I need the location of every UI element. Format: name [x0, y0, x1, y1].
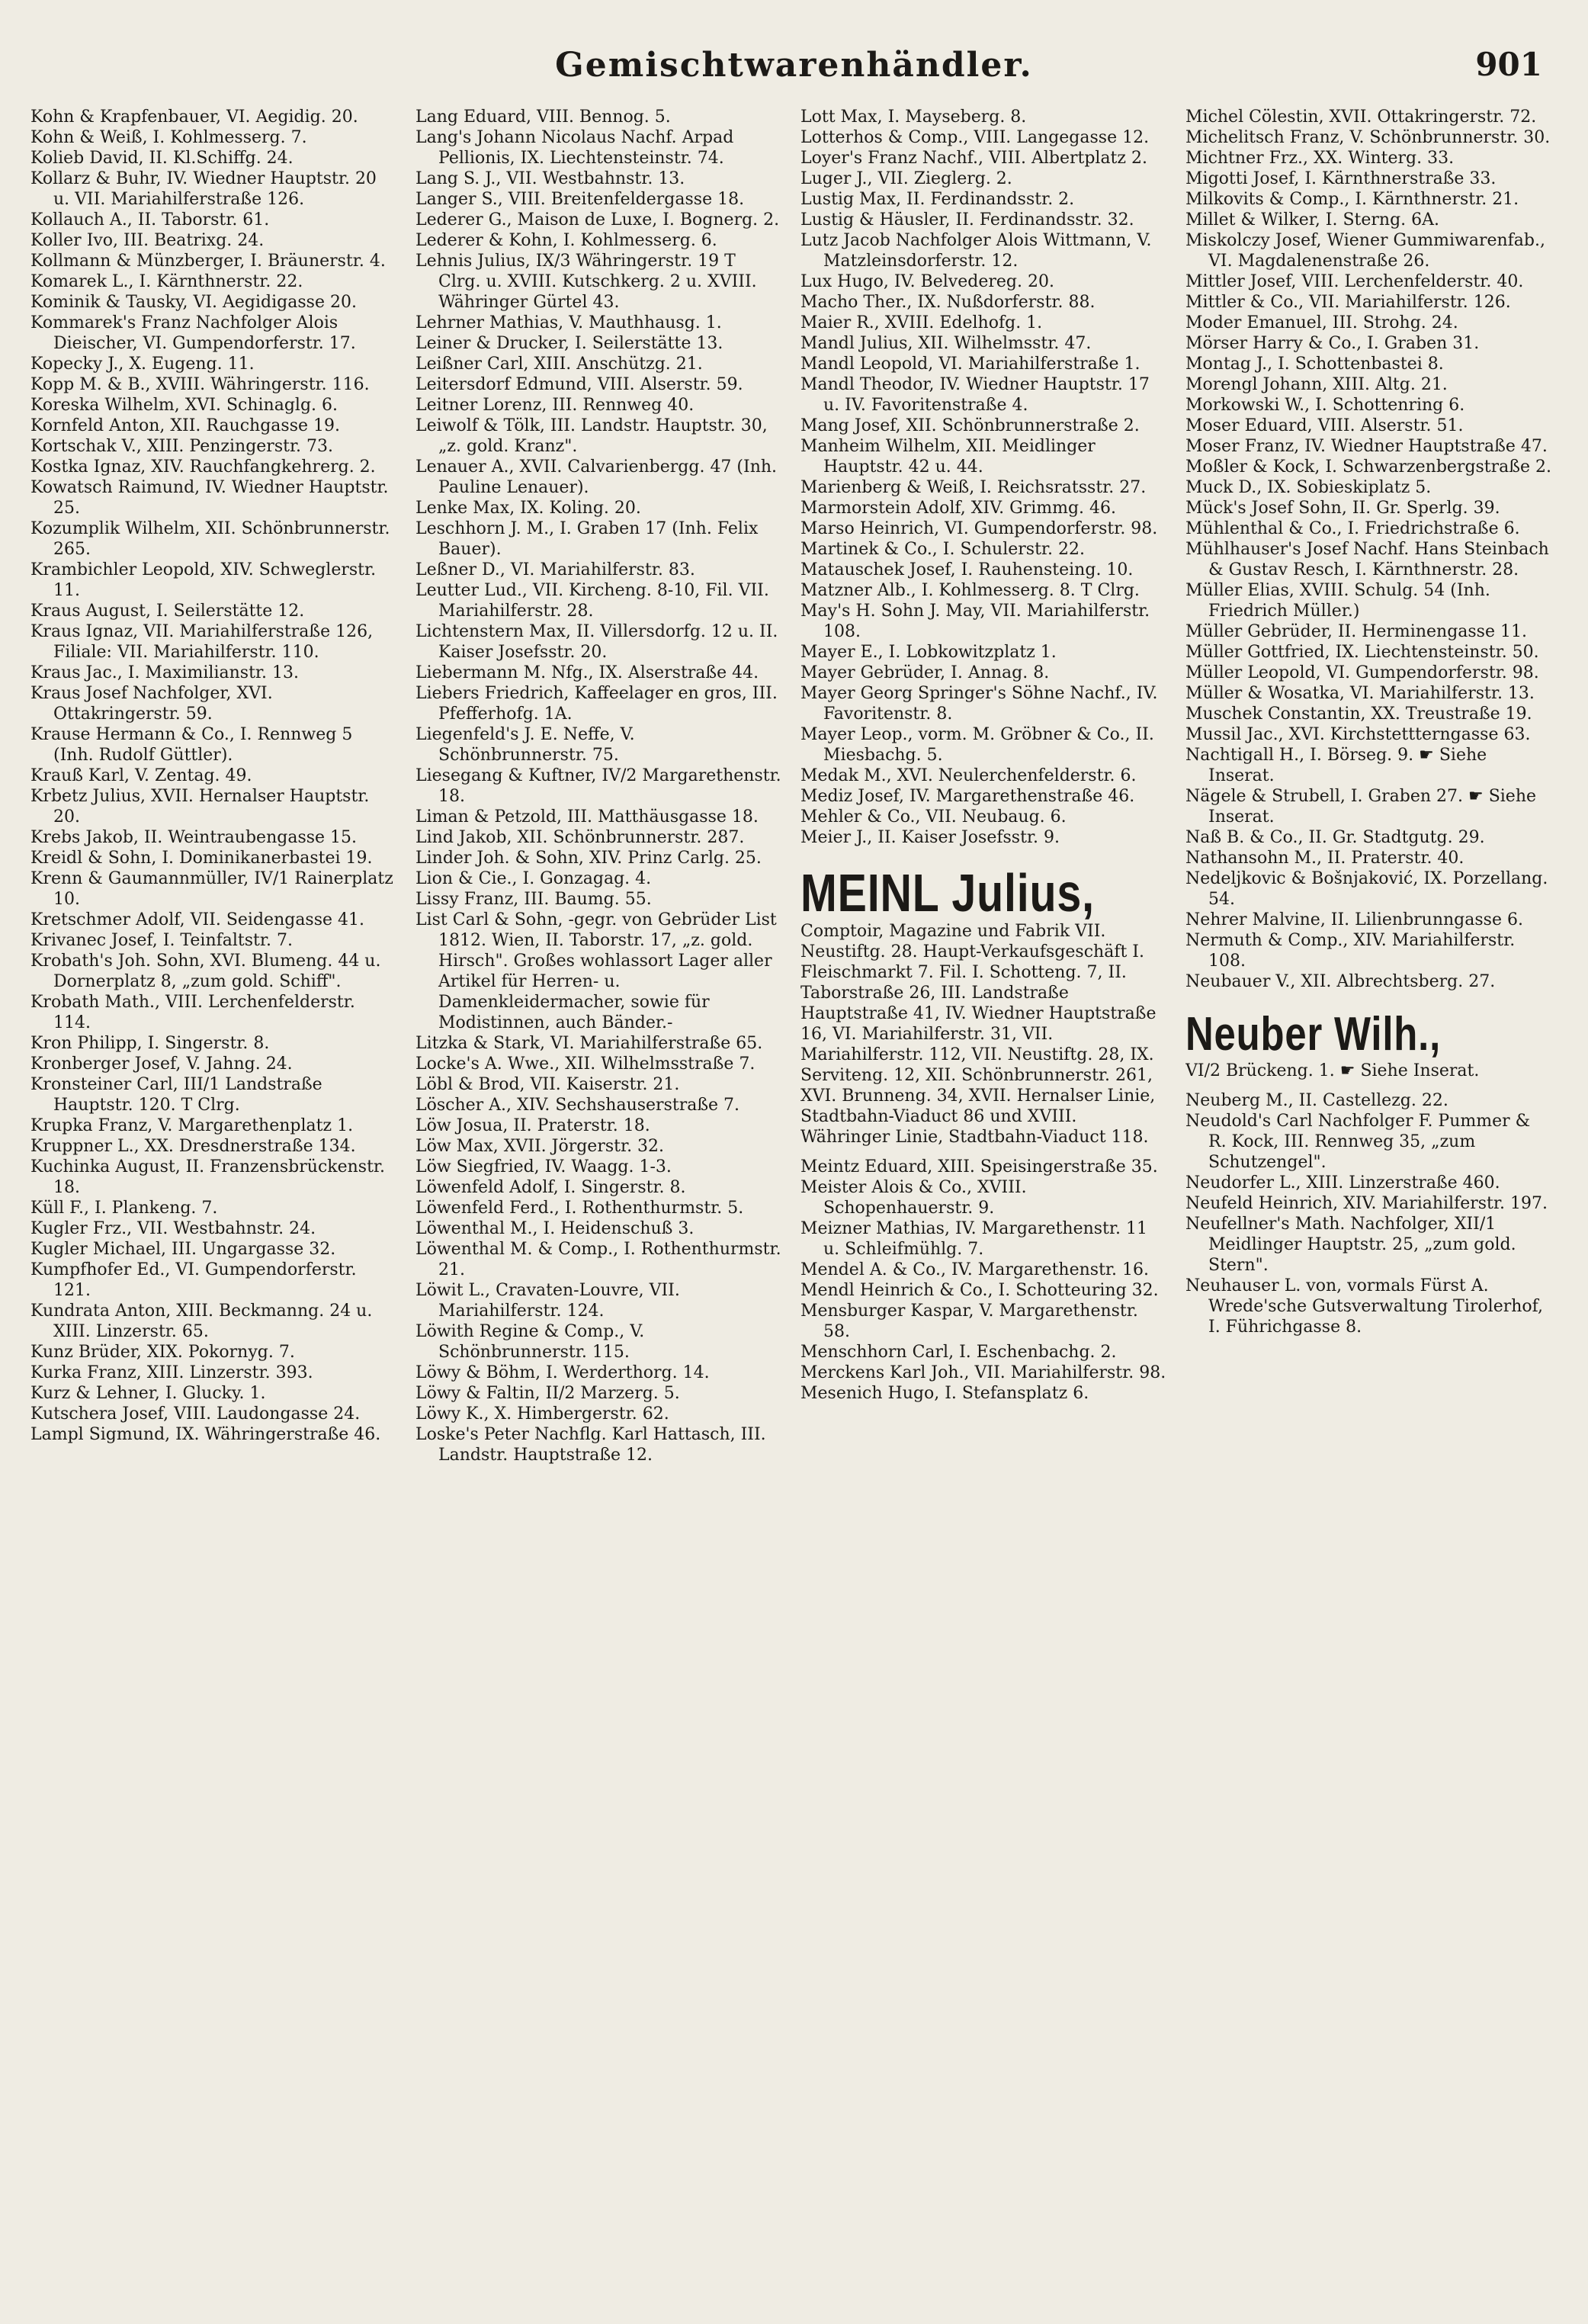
directory-entry: Martinek & Co., I. Schulerstr. 22.	[800, 540, 1085, 559]
directory-entry: Morkowski W., I. Schottenring 6.	[1185, 396, 1465, 415]
directory-entry: Moder Emanuel, III. Strohg. 24.	[1185, 313, 1458, 332]
directory-entry: Mühlhauser's Josef Nachf. Hans Steinbach & Gustav Resch, I. Kärnthnerstr. 28.	[1185, 540, 1549, 579]
directory-entry: Mehler & Co., VII. Neubaug. 6.	[800, 807, 1067, 827]
directory-entry: Kollauch A., II. Taborstr. 61.	[30, 210, 270, 230]
directory-entry: Kuchinka August, II. Franzensbrückenstr. 18.	[30, 1157, 386, 1197]
directory-entry: Litzka & Stark, VI. Mariahilferstraße 65.	[415, 1034, 763, 1053]
directory-entry: Michelitsch Franz, V. Schönbrunnerstr. 30.	[1185, 128, 1551, 147]
directory-entry: Lang Eduard, VIII. Bennog. 5.	[415, 108, 671, 127]
directory-entry: Löwenfeld Adolf, I. Singerstr. 8.	[415, 1178, 686, 1197]
directory-entry: Kutschera Josef, VIII. Laudongasse 24.	[30, 1404, 361, 1424]
column-2	[415, 107, 781, 2303]
directory-entry: Krause Hermann & Co., I. Rennweg 5 (Inh. Rudolf Güttler).	[30, 725, 353, 765]
directory-entry: Krobath's Joh. Sohn, XVI. Blumeng. 44 u. Dornerplatz 8, „zum gold. Schiff".	[30, 952, 381, 991]
directory-entry: Koreska Wilhelm, XVI. Schinaglg. 6.	[30, 396, 338, 415]
directory-entry: Meizner Mathias, IV. Margarethenstr. 11 u. Schleifmühlg. 7.	[800, 1219, 1147, 1259]
directory-entry: Kohn & Weiß, I. Kohlmesserg. 7.	[30, 128, 307, 147]
directory-entry: Luger J., VII. Zieglerg. 2.	[800, 169, 1012, 188]
directory-entry: Koller Ivo, III. Beatrixg. 24.	[30, 231, 265, 250]
directory-entry: Merckens Karl Joh., VII. Mariahilferstr. 98.	[800, 1363, 1166, 1382]
directory-entry: Loske's Peter Nachflg. Karl Hattasch, III. Landstr. Hauptstraße 12.	[415, 1425, 766, 1465]
page-title: Gemischtwarenhändler.	[555, 46, 1033, 85]
directory-entry: Kozumplik Wilhelm, XII. Schönbrunnerstr. 265.	[30, 519, 390, 559]
directory-entry: Kretschmer Adolf, VII. Seidengasse 41.	[30, 910, 365, 929]
directory-entry: Kugler Michael, III. Ungargasse 32.	[30, 1240, 336, 1259]
directory-entry: Leitner Lorenz, III. Rennweg 40.	[415, 396, 695, 415]
advertisement-text: VI/2 Brückeng. 1. ☛ Siehe Inserat.	[1185, 1061, 1480, 1080]
directory-entry: Lenke Max, IX. Koling. 20.	[415, 499, 641, 518]
directory-entry: Matauschek Josef, I. Rauhensteing. 10.	[800, 560, 1134, 579]
column-4	[1185, 107, 1551, 2303]
directory-entry: Muschek Constantin, XX. Treustraße 19.	[1185, 705, 1532, 724]
directory-entry: Lang S. J., VII. Westbahnstr. 13.	[415, 169, 685, 188]
directory-entry: Mörser Harry & Co., I. Graben 31.	[1185, 334, 1480, 353]
directory-entry: Lion & Cie., I. Gonzagag. 4.	[415, 869, 652, 888]
advertisement-name: MEINL Julius,	[800, 863, 1095, 923]
directory-entry: Kominik & Tausky, VI. Aegidigasse 20.	[30, 293, 357, 312]
directory-entry: Muck D., IX. Sobieskiplatz 5.	[1185, 478, 1432, 497]
directory-entry: Leiwolf & Tölk, III. Landstr. Hauptstr. 30, „z. gold. Kranz".	[415, 416, 768, 456]
directory-entry: Kollarz & Buhr, IV. Wiedner Hauptstr. 20 u. VII. Mariahilferstraße 126.	[30, 169, 377, 209]
directory-entry: Lampl Sigmund, IX. Währingerstraße 46.	[30, 1425, 381, 1444]
directory-entry: Liebers Friedrich, Kaffeelager en gros, III. Pfefferhofg. 1A.	[415, 684, 778, 724]
directory-entry: Krivanec Josef, I. Teinfaltstr. 7.	[30, 931, 293, 950]
directory-entry: Mendl Heinrich & Co., I. Schotteuring 32.	[800, 1281, 1159, 1300]
directory-entry: Michel Cölestin, XVII. Ottakringerstr. 72.	[1185, 108, 1537, 127]
directory-entry: Marso Heinrich, VI. Gumpendorferstr. 98.	[800, 519, 1158, 538]
directory-entry: Naß B. & Co., II. Gr. Stadtgutg. 29.	[1185, 828, 1485, 847]
directory-entry: Lehrner Mathias, V. Mauthhausg. 1.	[415, 313, 722, 332]
directory-entry: Moser Eduard, VIII. Alserstr. 51.	[1185, 416, 1464, 435]
directory-entry: Krupka Franz, V. Margarethenplatz 1.	[30, 1116, 354, 1135]
directory-entry: Kugler Frz., VII. Westbahnstr. 24.	[30, 1219, 316, 1238]
directory-entry: Kraus Jac., I. Maximilianstr. 13.	[30, 663, 299, 682]
directory-entry: Locke's A. Wwe., XII. Wilhelmsstraße 7.	[415, 1054, 756, 1074]
directory-entry: Löscher A., XIV. Sechshauserstraße 7.	[415, 1096, 740, 1115]
directory-entry: Kraus Ignaz, VII. Mariahilferstraße 126, Filiale: VII. Mariahilferstr. 110.	[30, 622, 374, 662]
directory-entry: Kowatsch Raimund, IV. Wiedner Hauptstr. 25.	[30, 478, 389, 518]
directory-entry: Miskolczy Josef, Wiener Gummiwarenfab., VI. Magdalenenstraße 26.	[1185, 231, 1545, 271]
directory-entry: Mediz Josef, IV. Margarethenstraße 46.	[800, 787, 1135, 806]
directory-entry: Liegenfeld's J. E. Neffe, V. Schönbrunnerstr. 75.	[415, 725, 635, 765]
directory-entry: Lustig & Häusler, II. Ferdinandsstr. 32.	[800, 210, 1134, 230]
column-1	[30, 107, 396, 2303]
directory-entry: Löwy & Böhm, I. Werderthorg. 14.	[415, 1363, 710, 1382]
advertisement-text: Comptoir, Magazine und Fabrik VII. Neustiftg. 28. Haupt-Verkaufsgeschäft I. Fleischmarkt 7. Fil. I. Schotteng. 7, II. Taborstraße 26, III. Landstraße Hauptstraße 41, IV. Wiedner Hauptstraße 16, VI. Mariahilferstr. 31, VII. Mariahilferstr. 112, VII. Neustiftg. 28, IX. Serviteng. 12, XII. Schönbrunnerstr. 261, XVI. Brunneng. 34, XVII. Hernalser Linie, Stadtbahn-Viaduct 86 und XVIII. Währinger Linie, Stadtbahn-Viaduct 118.	[800, 922, 1157, 1147]
directory-entry: Nachtigall H., I. Börseg. 9. ☛ Siehe Inserat.	[1185, 746, 1487, 785]
directory-entry: Kopp M. & B., XVIII. Währingerstr. 116.	[30, 375, 370, 394]
advertisement	[1185, 1009, 1551, 1081]
directory-entry: Mayer Leop., vorm. M. Gröbner & Co., II. Miesbachg. 5.	[800, 725, 1154, 765]
directory-entry: Löw Josua, II. Praterstr. 18.	[415, 1116, 650, 1135]
directory-entry: Lang's Johann Nicolaus Nachf. Arpad Pellionis, IX. Liechtensteinstr. 74.	[415, 128, 734, 168]
directory-entry: Liman & Petzold, III. Matthäusgasse 18.	[415, 807, 759, 827]
directory-entry: Meister Alois & Co., XVIII. Schopenhauerstr. 9.	[800, 1178, 1027, 1218]
directory-entry: Krenn & Gaumannmüller, IV/1 Rainerplatz 10.	[30, 869, 393, 909]
directory-entry: Morengl Johann, XIII. Altg. 21.	[1185, 375, 1448, 394]
directory-entry: Langer S., VIII. Breitenfeldergasse 18.	[415, 190, 745, 209]
directory-entry: Marmorstein Adolf, XIV. Grimmg. 46.	[800, 499, 1117, 518]
directory-entry: Krobath Math., VIII. Lerchenfelderstr. 114.	[30, 993, 355, 1032]
directory-entry: Küll F., I. Plankeng. 7.	[30, 1199, 218, 1218]
directory-entry: Kron Philipp, I. Singerstr. 8.	[30, 1034, 270, 1053]
directory-entry: Löwenthal M. & Comp., I. Rothenthurmstr. 21.	[415, 1240, 781, 1279]
directory-entry: Lehnis Julius, IX/3 Währingerstr. 19 T Clrg. u. XVIII. Kutschkerg. 2 u. XVIII. Währinger Gürtel 43.	[415, 252, 757, 312]
directory-entry: Leiner & Drucker, I. Seilerstätte 13.	[415, 334, 723, 353]
directory-entry: Moßler & Kock, I. Schwarzenbergstraße 2.	[1185, 457, 1551, 477]
directory-entry: Macho Ther., IX. Nußdorferstr. 88.	[800, 293, 1096, 312]
directory-entry: Leßner D., VI. Mariahilferstr. 83.	[415, 560, 695, 579]
directory-entry: Krambichler Leopold, XIV. Schweglerstr. 11.	[30, 560, 377, 600]
directory-entry: Kumpfhofer Ed., VI. Gumpendorferstr. 121.	[30, 1260, 357, 1300]
directory-entry: List Carl & Sohn, -gegr. von Gebrüder List 1812. Wien, II. Taborstr. 17, „z. gold. Hirsch". Großes wohlassort Lager aller Artikel für Herren- u. Damenkleidermacher, sowie für Modistinnen, auch Bänder.-	[415, 910, 777, 1032]
column-3	[800, 107, 1166, 2303]
directory-entry: Michtner Frz., XX. Winterg. 33.	[1185, 149, 1455, 168]
directory-entry: Mittler & Co., VII. Mariahilferstr. 126.	[1185, 293, 1511, 312]
directory-entry: Meier J., II. Kaiser Josefsstr. 9.	[800, 828, 1060, 847]
directory-entry: Lichtenstern Max, II. Villersdorfg. 12 u. II. Kaiser Josefsstr. 20.	[415, 622, 778, 662]
directory-entry: Nedeljkovic & Bošnjaković, IX. Porzellang. 54.	[1185, 869, 1548, 909]
directory-entry: Lux Hugo, IV. Belvedereg. 20.	[800, 272, 1054, 291]
directory-entry: Kunz Brüder, XIX. Pokornyg. 7.	[30, 1343, 295, 1362]
directory-entry: Löw Max, XVII. Jörgerstr. 32.	[415, 1137, 665, 1156]
advertisement-name: Neuber Wilh.,	[1185, 1008, 1442, 1061]
directory-entry: Müller Gebrüder, II. Herminengasse 11.	[1185, 622, 1527, 641]
directory-entry: Neuhauser L. von, vormals Fürst A. Wrede'sche Gutsverwaltung Tirolerhof, I. Führichgasse 8.	[1185, 1276, 1543, 1337]
directory-entry: Neufellner's Math. Nachfolger, XII/1 Meidlinger Hauptstr. 25, „zum gold. Stern".	[1185, 1215, 1516, 1275]
directory-entry: Mayer Gebrüder, I. Annag. 8.	[800, 663, 1050, 682]
directory-entry: Mittler Josef, VIII. Lerchenfelderstr. 40.	[1185, 272, 1524, 291]
directory-entry: Lotterhos & Comp., VIII. Langegasse 12.	[800, 128, 1150, 147]
directory-entry: Neufeld Heinrich, XIV. Mariahilferstr. 197.	[1185, 1194, 1548, 1213]
directory-entry: Komarek L., I. Kärnthnerstr. 22.	[30, 272, 303, 291]
directory-entry: Lind Jakob, XII. Schönbrunnerstr. 287.	[415, 828, 745, 847]
directory-entry: Kronsteiner Carl, III/1 Landstraße Hauptstr. 120. T Clrg.	[30, 1075, 322, 1115]
directory-entry: May's H. Sohn J. May, VII. Mariahilferstr. 108.	[800, 602, 1150, 641]
directory-entry: Nathansohn M., II. Praterstr. 40.	[1185, 849, 1464, 868]
directory-entry: Kohn & Krapfenbauer, VI. Aegidig. 20.	[30, 108, 358, 127]
directory-entry: Lott Max, I. Mayseberg. 8.	[800, 108, 1027, 127]
directory-entry: Mendel A. & Co., IV. Margarethenstr. 16.	[800, 1260, 1149, 1279]
directory-entry: Mang Josef, XII. Schönbrunnerstraße 2.	[800, 416, 1140, 435]
directory-entry: Kolieb David, II. Kl.Schiffg. 24.	[30, 149, 294, 168]
directory-entry: Migotti Josef, I. Kärnthnerstraße 33.	[1185, 169, 1497, 188]
directory-entry: Mühlenthal & Co., I. Friedrichstraße 6.	[1185, 519, 1520, 538]
directory-entry: Löwit L., Cravaten-Louvre, VII. Mariahilferstr. 124.	[415, 1281, 680, 1321]
directory-entry: Matzner Alb., I. Kohlmesserg. 8. T Clrg.	[800, 581, 1140, 600]
directory-entry: Nehrer Malvine, II. Lilienbrunngasse 6.	[1185, 910, 1523, 929]
directory-entry: Kortschak V., XIII. Penzingerstr. 73.	[30, 437, 334, 456]
directory-entry: Meintz Eduard, XIII. Speisingerstraße 35.	[800, 1157, 1158, 1176]
directory-entry: Mensburger Kaspar, V. Margarethenstr. 58.	[800, 1302, 1138, 1341]
directory-columns	[30, 107, 1555, 2303]
directory-entry: Mandl Julius, XII. Wilhelmsstr. 47.	[800, 334, 1092, 353]
directory-entry: Mück's Josef Sohn, II. Gr. Sperlg. 39.	[1185, 499, 1500, 518]
directory-entry: Müller Leopold, VI. Gumpendorferstr. 98.	[1185, 663, 1539, 682]
directory-entry: Milkovits & Comp., I. Kärnthnerstr. 21.	[1185, 190, 1519, 209]
directory-entry: Löwenfeld Ferd., I. Rothenthurmstr. 5.	[415, 1199, 744, 1218]
directory-entry: Mandl Theodor, IV. Wiedner Hauptstr. 17 u. IV. Favoritenstraße 4.	[800, 375, 1150, 415]
directory-entry: Kundrata Anton, XIII. Beckmanng. 24 u. XIII. Linzerstr. 65.	[30, 1302, 373, 1341]
directory-entry: Nägele & Strubell, I. Graben 27. ☛ Siehe Inserat.	[1185, 787, 1537, 827]
directory-entry: Kornfeld Anton, XII. Rauchgasse 19.	[30, 416, 341, 435]
directory-entry: Maier R., XVIII. Edelhofg. 1.	[800, 313, 1043, 332]
directory-entry: Moser Franz, IV. Wiedner Hauptstraße 47.	[1185, 437, 1548, 456]
directory-entry: Müller Elias, XVIII. Schulg. 54 (Inh. Friedrich Müller.)	[1185, 581, 1490, 621]
directory-entry: Millet & Wilker, I. Sterng. 6A.	[1185, 210, 1440, 230]
directory-entry: Lenauer A., XVII. Calvarienbergg. 47 (Inh. Pauline Lenauer).	[415, 457, 778, 497]
directory-entry: Kraus August, I. Seilerstätte 12.	[30, 602, 305, 621]
directory-entry: Löbl & Brod, VII. Kaiserstr. 21.	[415, 1075, 680, 1094]
directory-entry: Mussil Jac., XVI. Kirchstettterngasse 63.	[1185, 725, 1531, 744]
directory-entry: Liesegang & Kuftner, IV/2 Margarethenstr. 18.	[415, 766, 781, 806]
directory-entry: Neuberg M., II. Castellezg. 22.	[1185, 1091, 1448, 1110]
directory-entry: Nermuth & Comp., XIV. Mariahilferstr. 108.	[1185, 931, 1516, 971]
directory-entry: Lissy Franz, III. Baumg. 55.	[415, 890, 652, 909]
directory-entry: Müller & Wosatka, VI. Mariahilferstr. 13.	[1185, 684, 1535, 703]
directory-entry: Linder Joh. & Sohn, XIV. Prinz Carlg. 25.	[415, 849, 762, 868]
directory-entry: Kruppner L., XX. Dresdnerstraße 134.	[30, 1137, 356, 1156]
directory-entry: Leschhorn J. M., I. Graben 17 (Inh. Felix Bauer).	[415, 519, 759, 559]
directory-entry: Neudorfer L., XIII. Linzerstraße 460.	[1185, 1173, 1500, 1192]
directory-entry: Marienberg & Weiß, I. Reichsratsstr. 27.	[800, 478, 1147, 497]
directory-entry: Löwy & Faltin, II/2 Marzerg. 5.	[415, 1384, 680, 1403]
directory-entry: Manheim Wilhelm, XII. Meidlinger Hauptstr. 42 u. 44.	[800, 437, 1096, 477]
directory-entry: Löwenthal M., I. Heidenschuß 3.	[415, 1219, 695, 1238]
directory-entry: Kommarek's Franz Nachfolger Alois Dieischer, VI. Gumpendorferstr. 17.	[30, 313, 356, 353]
directory-entry: Mesenich Hugo, I. Stefansplatz 6.	[800, 1384, 1089, 1403]
directory-entry: Löwy K., X. Himbergerstr. 62.	[415, 1404, 669, 1424]
directory-entry: Medak M., XVI. Neulerchenfelderstr. 6.	[800, 766, 1137, 785]
directory-entry: Leitersdorf Edmund, VIII. Alserstr. 59.	[415, 375, 743, 394]
directory-entry: Müller Gottfried, IX. Liechtensteinstr. 50.	[1185, 643, 1539, 662]
directory-entry: Leißner Carl, XIII. Anschützg. 21.	[415, 355, 703, 374]
page-number: 901	[1475, 46, 1542, 83]
directory-entry: Kurka Franz, XIII. Linzerstr. 393.	[30, 1363, 313, 1382]
directory-entry: Mandl Leopold, VI. Mariahilferstraße 1.	[800, 355, 1140, 374]
directory-entry: Kraus Josef Nachfolger, XVI. Ottakringerstr. 59.	[30, 684, 273, 724]
directory-entry: Menschhorn Carl, I. Eschenbachg. 2.	[800, 1343, 1117, 1362]
directory-entry: Loyer's Franz Nachf., VIII. Albertplatz 2.	[800, 149, 1147, 168]
directory-entry: Kostka Ignaz, XIV. Rauchfangkehrerg. 2.	[30, 457, 376, 477]
directory-entry: Leutter Lud., VII. Kircheng. 8-10, Fil. VII. Mariahilferstr. 28.	[415, 581, 769, 621]
directory-entry: Lederer & Kohn, I. Kohlmesserg. 6.	[415, 231, 717, 250]
directory-entry: Kronberger Josef, V. Jahng. 24.	[30, 1054, 293, 1074]
directory-entry: Krebs Jakob, II. Weintraubengasse 15.	[30, 828, 358, 847]
directory-entry: Krauß Karl, V. Zentag. 49.	[30, 766, 252, 785]
directory-entry: Neudold's Carl Nachfolger F. Pummer & R. Kock, III. Rennweg 35, „zum Schutzengel".	[1185, 1112, 1531, 1172]
advertisement	[800, 865, 1166, 1148]
directory-entry: Liebermann M. Nfg., IX. Alserstraße 44.	[415, 663, 759, 682]
directory-entry: Mayer Georg Springer's Söhne Nachf., IV. Favoritenstr. 8.	[800, 684, 1158, 724]
directory-entry: Kreidl & Sohn, I. Dominikanerbastei 19.	[30, 849, 373, 868]
directory-entry: Lustig Max, II. Ferdinandsstr. 2.	[800, 190, 1075, 209]
directory-entry: Kurz & Lehner, I. Glucky. 1.	[30, 1384, 266, 1403]
directory-entry: Krbetz Julius, XVII. Hernalser Hauptstr. 20.	[30, 787, 370, 827]
directory-entry: Löwith Regine & Comp., V. Schönbrunnerstr. 115.	[415, 1322, 645, 1362]
directory-entry: Mayer E., I. Lobkowitzplatz 1.	[800, 643, 1057, 662]
directory-entry: Neubauer V., XII. Albrechtsberg. 27.	[1185, 972, 1496, 991]
page-header	[30, 46, 1558, 107]
directory-entry: Lederer G., Maison de Luxe, I. Bognerg. 2.	[415, 210, 780, 230]
directory-entry: Kollmann & Münzberger, I. Bräunerstr. 4.	[30, 252, 386, 271]
directory-entry: Löw Siegfried, IV. Waagg. 1-3.	[415, 1157, 672, 1176]
directory-entry: Kopecky J., X. Eugeng. 11.	[30, 355, 255, 374]
directory-entry: Montag J., I. Schottenbastei 8.	[1185, 355, 1444, 374]
directory-entry: Lutz Jacob Nachfolger Alois Wittmann, V. Matzleinsdorferstr. 12.	[800, 231, 1152, 271]
